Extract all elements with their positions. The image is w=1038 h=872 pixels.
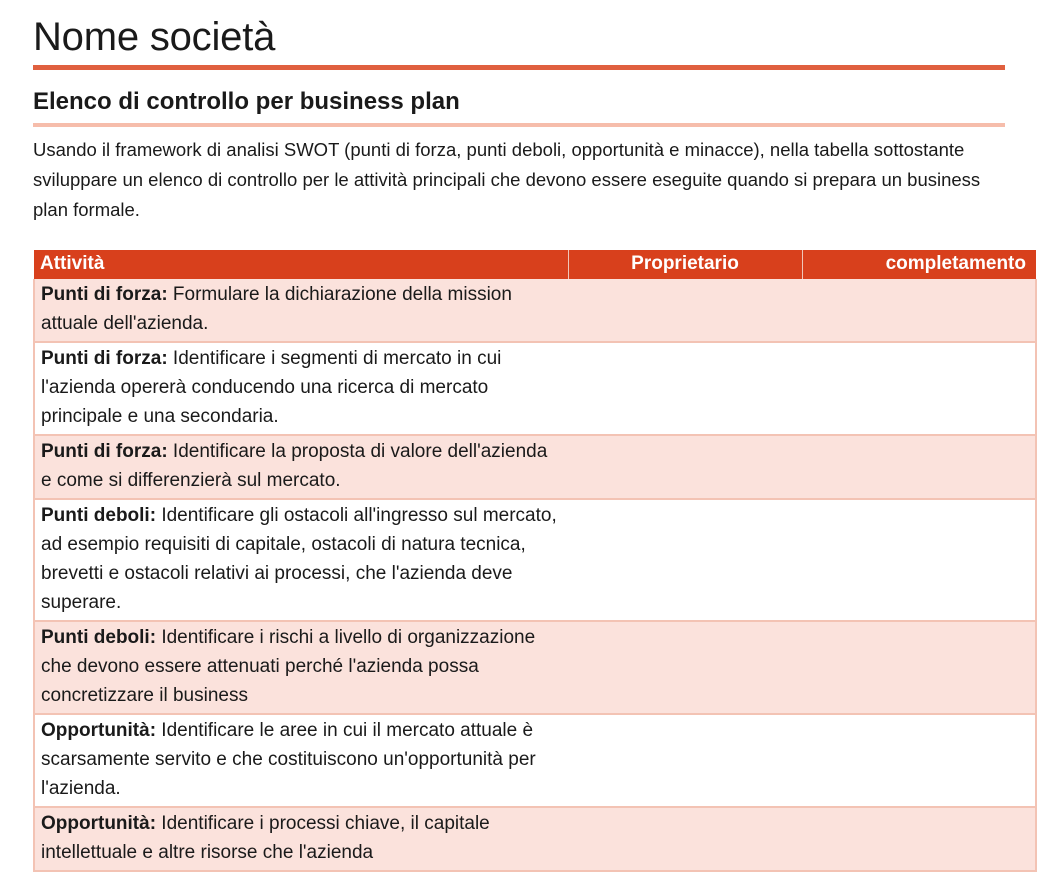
task-cell xyxy=(34,714,568,807)
owner-cell[interactable] xyxy=(568,435,802,499)
task-category-label: Punti deboli: xyxy=(41,505,157,526)
table-row xyxy=(34,714,1036,807)
owner-cell[interactable] xyxy=(568,621,802,714)
task-category-label: Punti di forza: xyxy=(41,348,168,369)
completion-cell[interactable] xyxy=(802,342,1036,435)
completion-cell[interactable] xyxy=(802,714,1036,807)
column-header-owner[interactable]: Proprietario xyxy=(568,250,802,279)
owner-cell[interactable] xyxy=(568,342,802,435)
task-cell xyxy=(34,279,568,342)
completion-cell[interactable] xyxy=(802,435,1036,499)
task-category-label: Punti di forza: xyxy=(41,441,168,462)
table-header xyxy=(34,250,1036,279)
table-header-row xyxy=(34,250,1036,279)
task-description: Identificare i processi chiave, il capitale intellettuale e altre risorse che l'azienda xyxy=(41,813,490,863)
table-row xyxy=(34,621,1036,714)
column-header-completion[interactable]: completamento xyxy=(802,250,1036,279)
intro-paragraph: Usando il framework di analisi SWOT (punti di forza, punti deboli, opportunità e minacce), nella tabella sottostante sviluppare un elenco di controllo per le attività principali che devono essere eseguite quando si prepara un business plan formale. xyxy=(33,139,981,220)
task-cell xyxy=(34,621,568,714)
completion-cell[interactable] xyxy=(802,499,1036,621)
task-cell xyxy=(34,807,568,871)
checklist-table xyxy=(33,250,1037,872)
document-subtitle: Elenco di controllo per business plan xyxy=(33,88,460,115)
completion-cell[interactable] xyxy=(802,807,1036,871)
task-description: Formulare la dichiarazione della mission attuale dell'azienda. xyxy=(41,284,512,334)
column-header-task[interactable]: Attività xyxy=(34,250,568,279)
task-category-label: Opportunità: xyxy=(41,720,157,741)
task-category-label: Punti di forza: xyxy=(41,284,168,305)
owner-cell[interactable] xyxy=(568,807,802,871)
owner-cell[interactable] xyxy=(568,279,802,342)
table-row xyxy=(34,499,1036,621)
task-description: Identificare le aree in cui il mercato attuale è scarsamente servito e che costituiscono un'opportunità per l'azienda. xyxy=(41,720,536,799)
task-cell xyxy=(34,342,568,435)
task-cell xyxy=(34,499,568,621)
task-description: Identificare i segmenti di mercato in cui l'azienda opererà conducendo una ricerca di mercato principale e una secondaria. xyxy=(41,348,502,427)
table-row xyxy=(34,342,1036,435)
table-row xyxy=(34,807,1036,871)
table-body xyxy=(34,279,1036,871)
task-category-label: Opportunità: xyxy=(41,813,157,834)
completion-cell[interactable] xyxy=(802,621,1036,714)
company-title: Nome società xyxy=(33,15,276,59)
owner-cell[interactable] xyxy=(568,499,802,621)
completion-cell[interactable] xyxy=(802,279,1036,342)
table-row xyxy=(34,279,1036,342)
task-description: Identificare gli ostacoli all'ingresso sul mercato, ad esempio requisiti di capitale, ostacoli di natura tecnica, brevetti e ostacoli relativi ai processi, che l'azienda deve superare. xyxy=(41,505,557,613)
task-cell xyxy=(34,435,568,499)
table-row xyxy=(34,435,1036,499)
task-category-label: Punti deboli: xyxy=(41,627,157,648)
task-description: Identificare i rischi a livello di organizzazione che devono essere attenuati perché l'azienda possa concretizzare il business xyxy=(41,627,536,706)
task-description: Identificare la proposta di valore dell'azienda e come si differenzierà sul mercato. xyxy=(41,441,548,491)
owner-cell[interactable] xyxy=(568,714,802,807)
